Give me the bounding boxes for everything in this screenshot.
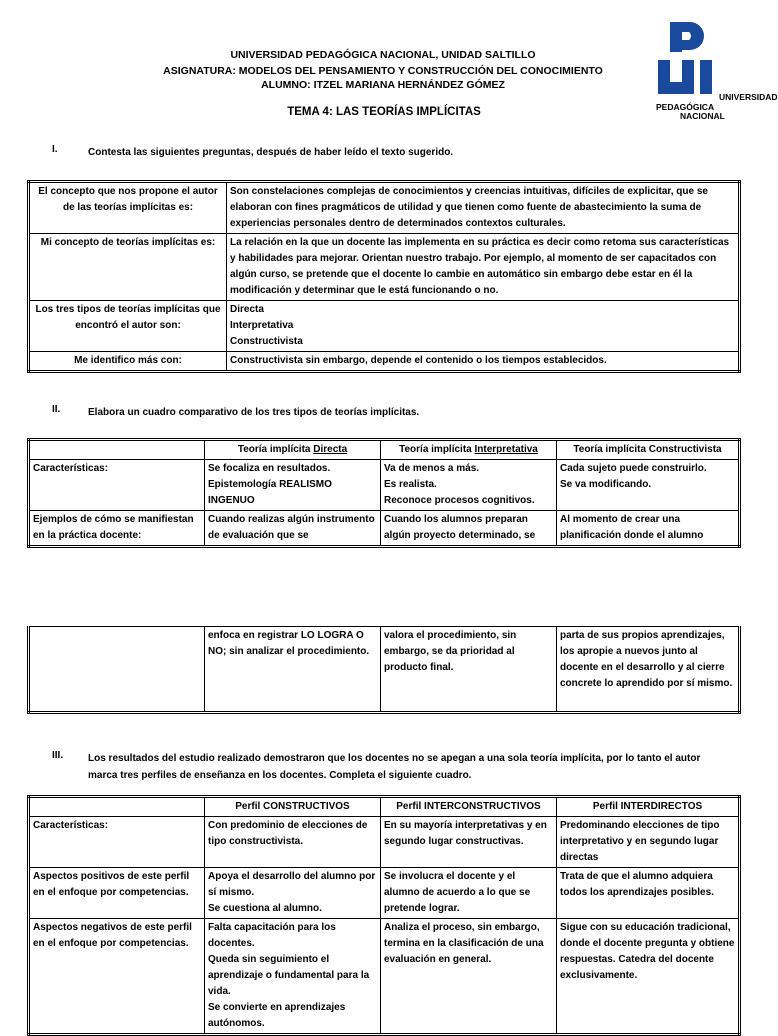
header-interdirectos: Perfil INTERDIRECTOS (557, 797, 740, 817)
logo-text-universidad: UNIVERSIDAD (719, 92, 778, 102)
header-prefix: Teoría implícita (399, 444, 472, 455)
header-empty-cell (29, 797, 205, 817)
table-row (29, 182, 740, 234)
table-cell: Falta capacitación para los docentes. Queda sin seguimiento el aprendizaje o fundamental para la vida. Se convierte en aprendizajes autónomos. (205, 919, 381, 1035)
comparison-table-continued (27, 626, 741, 714)
answer-cell: La relación en la que un docente las implementa en su práctica es decir como retoma sus características y habilidades para mejorar. Orientan nuestro trabajo. Por ejemplo, al momento de ser capacitados con algún curso, se pretende que el docente lo cambie en automático sin embargo debe estar en él la modificación y determinar que le está funcionando o no. (227, 234, 740, 301)
table-cell: Predominando elecciones de tipo interpretativo y en segundo lugar directas (557, 817, 740, 868)
table-row (29, 511, 740, 547)
table-cell: Se involucra el docente y el alumno de acuerdo a lo que se pretende lograr. (381, 868, 557, 919)
concept-table (27, 180, 741, 373)
table-cell: En su mayoría interpretativas y en segundo lugar constructivas. (381, 817, 557, 868)
table-cell: valora el procedimiento, sin embargo, se da prioridad al producto final. (381, 627, 557, 713)
table-row (29, 868, 740, 919)
table-cell: parta de sus propios aprendizajes, los apropie a nuevos junto al docente en el desarrollo y al cierre concrete lo aprendido por sí mismo. (557, 627, 740, 713)
table-cell: Se focaliza en resultados. Epistemología REALISMO INGENUO (205, 460, 381, 511)
section-2-text: Elabora un cuadro comparativo de los tres tipos de teorías implícitas. (88, 407, 420, 418)
table-cell: Apoya el desarrollo del alumno por sí mismo. Se cuestiona al alumno. (205, 868, 381, 919)
answer-cell: Son constelaciones complejas de conocimientos y creencias intuitivas, difíciles de explicitar, que se elaboran con fines pragmáticos de utilidad y que tienen como fuente de abastecimiento la suma de experiencias personales dentro de determinados contextos culturales. (227, 182, 740, 234)
question-cell: Los tres tipos de teorías implícitas que encontró el autor son: (29, 301, 227, 352)
question-cell: El concepto que nos propone el autor de las teorías implícitas es: (29, 182, 227, 234)
table-cell: Cada sujeto puede construirlo. Se va modificando. (557, 460, 740, 511)
header-directa (205, 440, 381, 460)
table-row (29, 919, 740, 1035)
header-constructivista (557, 440, 740, 460)
header-type: Constructivista (648, 444, 722, 455)
question-cell: Me identifico más con: (29, 352, 227, 372)
section-3-text: Los resultados del estudio realizado demostraron que los docentes no se apegan a una sola teoría implícita, por lo tanto el autor marca tres perfiles de enseñanza en los docentes. Completa el siguiente cuadro. (88, 753, 701, 781)
header-constructivos: Perfil CONSTRUCTIVOS (205, 797, 381, 817)
answer-cell: Constructivista sin embargo, depende el contenido o los tiempos establecidos. (227, 352, 740, 372)
row-label: Ejemplos de cómo se manifiestan en la práctica docente: (29, 511, 205, 547)
topic-title: TEMA 4: LAS TEORÍAS IMPLÍCITAS (287, 106, 481, 118)
table-row (29, 234, 740, 301)
header-type: Directa (313, 444, 348, 455)
logo-text-pedagogica: PEDAGÓGICA (656, 102, 715, 112)
header-empty-cell (29, 440, 205, 460)
header-prefix: Teoría implícita (573, 444, 647, 455)
table-cell: Cuando realizas algún instrumento de evaluación que se (205, 511, 381, 547)
table-cell: Con predominio de elecciones de tipo constructivista. (205, 817, 381, 868)
section-1-number: I. (52, 144, 58, 155)
header-interpretativa (381, 440, 557, 460)
upn-logo (656, 22, 778, 121)
table-cell: Va de menos a más. Es realista. Reconoce procesos cognitivos. (381, 460, 557, 511)
section-3-number: III. (52, 750, 64, 761)
table-row (29, 627, 740, 713)
table-cell: Cuando los alumnos preparan algún proyecto determinado, se (381, 511, 557, 547)
row-label: Características: (29, 460, 205, 511)
row-label: Aspectos negativos de este perfil en el enfoque por competencias. (29, 919, 205, 1035)
row-label: Características: (29, 817, 205, 868)
section-1-text: Contesta las siguientes preguntas, después de haber leído el texto sugerido. (88, 147, 454, 158)
answer-cell: Directa Interpretativa Constructivista (227, 301, 740, 352)
logo-text-nacional: NACIONAL (680, 111, 725, 121)
table-cell: Sigue con su educación tradicional, donde el docente pregunta y obtiene respuestas. Catedra del docente exclusivamente. (557, 919, 740, 1035)
table-header-row (29, 440, 740, 460)
table-cell: Analiza el proceso, sin embargo, termina en la clasificación de una evaluación en general. (381, 919, 557, 1035)
table-header-row (29, 797, 740, 817)
row-label: Aspectos positivos de este perfil en el enfoque por competencias. (29, 868, 205, 919)
header-line-university: UNIVERSIDAD PEDAGÓGICA NACIONAL, UNIDAD SALTILLO (230, 49, 536, 61)
header-prefix: Teoría implícita (237, 444, 311, 455)
table-row (29, 352, 740, 372)
header-type: Interpretativa (474, 444, 538, 455)
table-cell: Al momento de crear una planificación donde el alumno (557, 511, 740, 547)
header-line-student: ALUMNO: ITZEL MARIANA HERNÁNDEZ GÓMEZ (261, 79, 505, 91)
comparison-table (27, 438, 741, 548)
question-cell: Mi concepto de teorías implícitas es: (29, 234, 227, 301)
table-row (29, 460, 740, 511)
table-cell: Trata de que el alumno adquiera todos los aprendizajes posibles. (557, 868, 740, 919)
header-interconstructivos: Perfil INTERCONSTRUCTIVOS (381, 797, 557, 817)
upn-logo-icon (656, 22, 716, 94)
profiles-table (27, 795, 741, 1036)
table-row (29, 817, 740, 868)
header-line-subject: ASIGNATURA: MODELOS DEL PENSAMIENTO Y CONSTRUCCIÓN DEL CONOCIMIENTO (163, 65, 603, 77)
table-row (29, 301, 740, 352)
table-cell: enfoca en registrar LO LOGRA O NO; sin analizar el procedimiento. (205, 627, 381, 713)
section-2-number: II. (52, 404, 61, 415)
row-label-empty (29, 627, 205, 713)
